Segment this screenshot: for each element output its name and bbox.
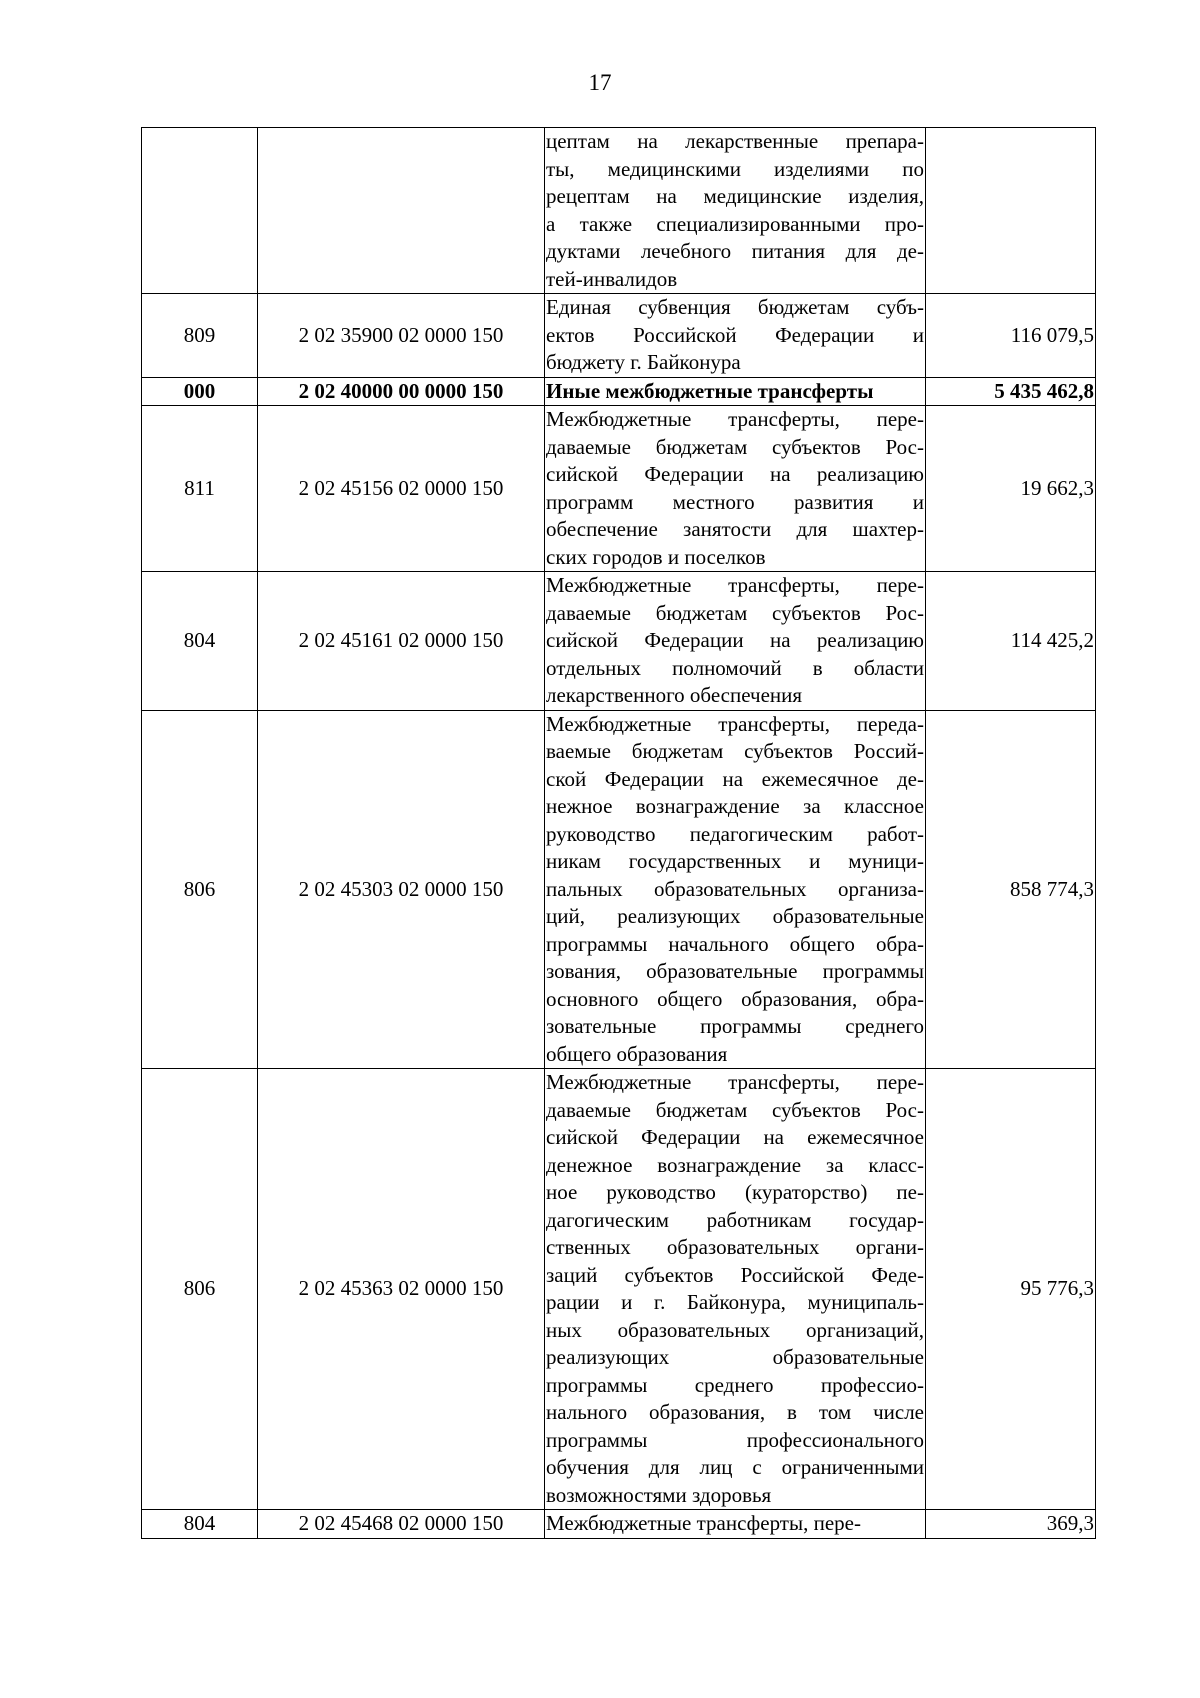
admin-code-cell: 804 (142, 1510, 258, 1539)
classification-code-cell (258, 128, 545, 294)
description-line: тей-инвалидов (546, 266, 678, 291)
table-row (142, 572, 1096, 711)
description-line: ное руководство (кураторство) пе- (546, 1180, 924, 1204)
classification-code-cell: 2 02 45303 02 0000 150 (258, 710, 545, 1069)
description-line: Единая субвенция бюджетам субъ- (546, 295, 924, 319)
description-line: программы начального общего обра- (546, 931, 924, 956)
description-line: Межбюджетные трансферты, пере- (546, 1070, 924, 1094)
description-line: возможностями здоровья (546, 1482, 772, 1507)
description-line: программы среднего профессио- (546, 1372, 924, 1397)
description-line: ской Федерации на ежемесячное де- (546, 766, 924, 791)
table-body (142, 128, 1096, 1539)
description-line: денежное вознаграждение за класс- (546, 1152, 924, 1177)
description-line: а также специализированными про- (546, 211, 924, 236)
amount-cell: 116 079,5 (926, 294, 1096, 378)
page-number: 17 (588, 70, 612, 95)
description-cell (545, 710, 926, 1069)
description-line: зования, образовательные программы (546, 959, 924, 983)
description-line: общего образования (546, 1041, 728, 1066)
description-line: Иные межбюджетные трансферты (546, 378, 874, 403)
description-line: программ местного развития и (546, 489, 924, 514)
table-row (142, 128, 1096, 294)
description-line: основного общего образования, обра- (546, 986, 924, 1011)
description-line: обеспечение занятости для шахтер- (546, 517, 924, 541)
amount-cell: 19 662,3 (926, 406, 1096, 572)
description-line: ты, медицинскими изделиями по (546, 156, 924, 181)
table-row (142, 294, 1096, 378)
description-line: бюджету г. Байконура (546, 350, 741, 374)
classification-code-cell: 2 02 45363 02 0000 150 (258, 1069, 545, 1510)
description-line: даваемые бюджетам субъектов Рос- (546, 600, 924, 625)
amount-cell: 95 776,3 (926, 1069, 1096, 1510)
description-line: даваемые бюджетам субъектов Рос- (546, 1097, 924, 1122)
classification-code-cell: 2 02 40000 00 0000 150 (258, 377, 545, 406)
description-cell (545, 377, 926, 406)
description-line: дуктами лечебного питания для де- (546, 239, 924, 263)
description-line: нежное вознаграждение за классное (546, 794, 924, 818)
amount-cell: 369,3 (926, 1510, 1096, 1539)
admin-code-cell: 804 (142, 572, 258, 711)
classification-code-cell: 2 02 35900 02 0000 150 (258, 294, 545, 378)
description-cell (545, 294, 926, 378)
description-line: Межбюджетные трансферты, переда- (546, 711, 924, 736)
description-line: реализующих образовательные (546, 1345, 924, 1369)
admin-code-cell: 000 (142, 377, 258, 406)
description-line: ваемые бюджетам субъектов Россий- (546, 739, 924, 763)
description-line: программы профессионального (546, 1427, 924, 1452)
description-line: рации и г. Байконура, муниципаль- (546, 1290, 924, 1314)
admin-code-cell: 806 (142, 710, 258, 1069)
description-line: никам государственных и муници- (546, 849, 924, 873)
description-cell (545, 572, 926, 711)
table-row (142, 1069, 1096, 1510)
admin-code-cell: 809 (142, 294, 258, 378)
description-line: руководство педагогическим работ- (546, 821, 924, 846)
admin-code-cell: 806 (142, 1069, 258, 1510)
amount-cell: 114 425,2 (926, 572, 1096, 711)
amount-cell: 5 435 462,8 (926, 377, 1096, 406)
description-line: цептам на лекарственные препара- (546, 129, 924, 153)
admin-code-cell (142, 128, 258, 294)
description-line: дагогическим работникам государ- (546, 1207, 924, 1232)
description-line: лекарственного обеспечения (546, 683, 803, 707)
description-line: ных образовательных организаций, (546, 1317, 924, 1342)
description-cell (545, 1069, 926, 1510)
description-line: ектов Российской Федерации и (546, 322, 924, 347)
description-line: Межбюджетные трансферты, пере- (546, 407, 924, 431)
description-line: пальных образовательных организа- (546, 876, 924, 901)
description-line: сийской Федерации на ежемесячное (546, 1125, 924, 1149)
amount-cell: 858 774,3 (926, 710, 1096, 1069)
description-line: зовательные программы среднего (546, 1014, 924, 1038)
description-line: сийской Федерации на реализацию (546, 628, 924, 652)
description-line: обучения для лиц с ограниченными (546, 1455, 924, 1479)
classification-code-cell: 2 02 45156 02 0000 150 (258, 406, 545, 572)
classification-code-cell: 2 02 45161 02 0000 150 (258, 572, 545, 711)
admin-code-cell: 811 (142, 406, 258, 572)
description-line: отдельных полномочий в области (546, 655, 924, 680)
description-cell (545, 406, 926, 572)
description-line: ских городов и поселков (546, 544, 766, 569)
table-row-total (142, 377, 1096, 406)
budget-table (141, 127, 1096, 1539)
description-line: нального образования, в том числе (546, 1400, 924, 1424)
description-cell (545, 128, 926, 294)
classification-code-cell: 2 02 45468 02 0000 150 (258, 1510, 545, 1539)
table-row (142, 1510, 1096, 1539)
description-line: заций субъектов Российской Феде- (546, 1262, 924, 1287)
description-line: Межбюджетные трансферты, пере- (546, 1511, 861, 1535)
description-line: сийской Федерации на реализацию (546, 462, 924, 486)
description-line: даваемые бюджетам субъектов Рос- (546, 434, 924, 459)
amount-cell (926, 128, 1096, 294)
description-line: ственных образовательных органи- (546, 1235, 924, 1259)
table-row (142, 406, 1096, 572)
description-line: Межбюджетные трансферты, пере- (546, 573, 924, 597)
table-row (142, 710, 1096, 1069)
description-line: ций, реализующих образовательные (546, 904, 924, 928)
description-line: рецептам на медицинские изделия, (546, 184, 924, 208)
description-cell (545, 1510, 926, 1539)
